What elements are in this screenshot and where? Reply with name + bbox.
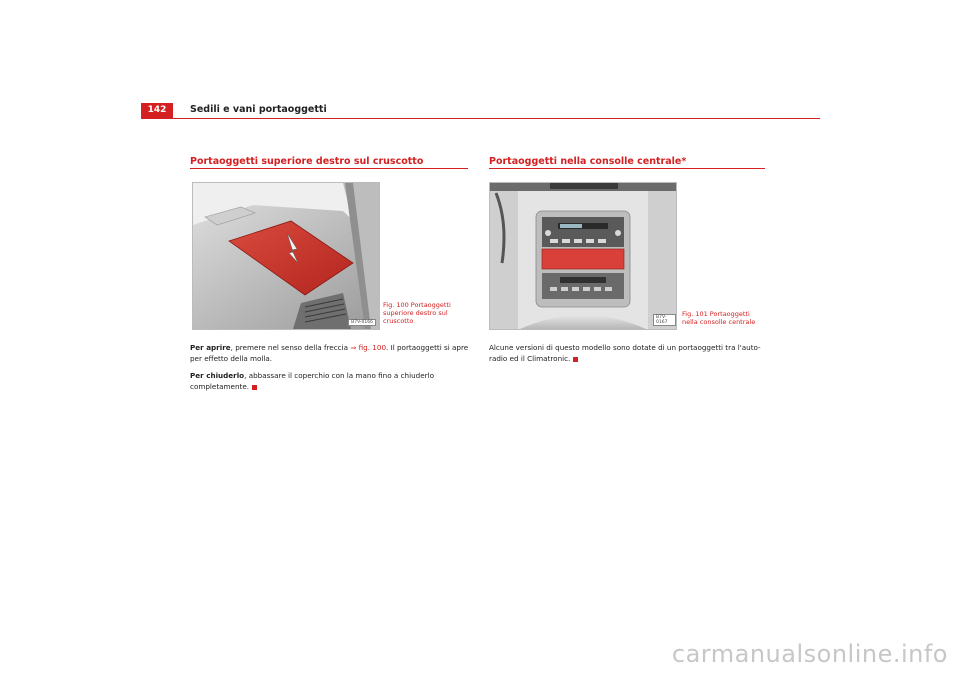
end-of-section-icon (573, 357, 578, 362)
site-watermark: carmanualsonline.info (671, 640, 948, 668)
console-illustration (490, 183, 676, 329)
figure-code-label: B7V-0167 (653, 314, 676, 326)
caption-line: Fig. 101 Portaoggetti (682, 310, 750, 318)
page-number: 142 (141, 103, 173, 118)
center-console-figure (489, 182, 677, 330)
right-paragraph (489, 342, 767, 364)
figure-reference-link[interactable]: ⇒ fig. 100 (350, 343, 387, 352)
para-text: . Il portaoggetti si apre per effetto della molla. (190, 343, 469, 363)
left-section-rule (190, 168, 468, 169)
para-text: , abbassare il coperchio con la mano fino a chiuderlo completamente. (190, 371, 434, 391)
left-paragraph-close (190, 370, 470, 392)
header-rule (141, 118, 820, 119)
right-figure-caption (682, 310, 755, 326)
bold-lead: Per chiuderlo (190, 371, 245, 380)
caption-line: cruscotto (383, 317, 414, 325)
left-paragraph-open (190, 342, 470, 364)
caption-line: superiore destro sul (383, 309, 448, 317)
dashboard-glovebox-figure (192, 182, 380, 330)
right-section-title: Portaoggetti nella consolle centrale* (489, 156, 687, 167)
left-figure-caption (383, 301, 451, 325)
header-title: Sedili e vani portaoggetti (190, 104, 327, 115)
para-text: Alcune versioni di questo modello sono dotate di un portaoggetti tra l'auto-radio ed il Climatronic. (489, 343, 761, 363)
right-section-rule (489, 168, 765, 169)
caption-line: Fig. 100 Portaoggetti (383, 301, 451, 309)
bold-lead: Per aprire (190, 343, 231, 352)
dashboard-illustration (193, 183, 379, 329)
left-section-title: Portaoggetti superiore destro sul cruscotto (190, 156, 424, 167)
figure-code-label: B7V-0166 (348, 319, 376, 326)
caption-line: nella consolle centrale (682, 318, 756, 326)
para-text: , premere nel senso della freccia (230, 343, 351, 352)
end-of-section-icon (252, 385, 257, 390)
